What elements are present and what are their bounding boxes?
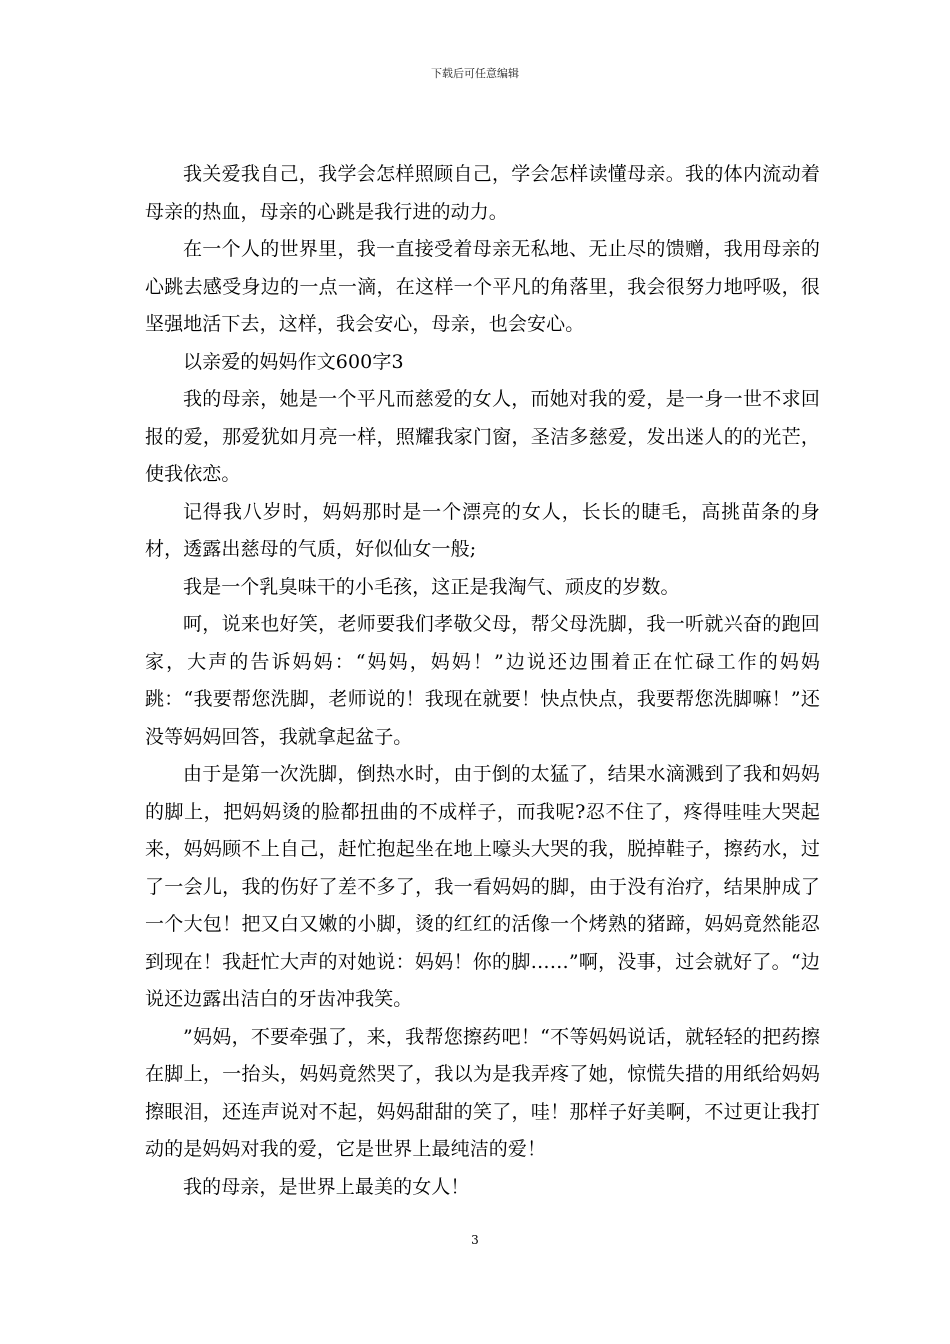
page-number: 3 [471, 1233, 479, 1247]
paragraph: 呵，说来也好笑，老师要我们孝敬父母，帮父母洗脚，我一听就兴奋的跑回家，大声的告诉妈妈：“妈妈，妈妈！”边说还边围着正在忙碌工作的妈妈跳：“我要帮您洗脚，老师说的！我现在就要！快点快点，我要帮您洗脚嘛！”还没等妈妈回答，我就拿起盆子。 [145, 613, 820, 748]
section-heading: 以亲爱的妈妈作文600字3 [183, 350, 404, 373]
paragraph: 记得我八岁时，妈妈那时是一个漂亮的女人，长长的睫毛，高挑苗条的身材，透露出慈母的气质，好似仙女一般; [145, 500, 820, 560]
document-body [145, 156, 820, 1206]
paragraph: 由于是第一次洗脚，倒热水时，由于倒的太猛了，结果水滴溅到了我和妈妈的脚上，把妈妈烫的脸都扭曲的不成样子，而我呢?忍不住了，疼得哇哇大哭起来，妈妈顾不上自己，赶忙抱起坐在地上嚎头大哭的我，脱掉鞋子，擦药水，过了一会儿，我的伤好了差不多了，我一看妈妈的脚，由于没有治疗，结果肿成了一个大包！把又白又嫩的小脚，烫的红红的活像一个烤熟的猪蹄，妈妈竟然能忍到现在！我赶忙大声的对她说：妈妈！你的脚……”啊，没事，过会就好了。“边说还边露出洁白的牙齿冲我笑。 [145, 763, 820, 1010]
paragraph: ”妈妈，不要牵强了，来，我帮您擦药吧！“不等妈妈说话，就轻轻的把药擦在脚上，一抬头，妈妈竟然哭了，我以为是我弄疼了她，惊慌失措的用纸给妈妈擦眼泪，还连声说对不起，妈妈甜甜的笑了，哇！那样子好美啊，不过更让我打动的是妈妈对我的爱，它是世界上最纯洁的爱！ [145, 1025, 820, 1160]
paragraph: 我关爱我自己，我学会怎样照顾自己，学会怎样读懂母亲。我的体内流动着母亲的热血，母亲的心跳是我行进的动力。 [145, 163, 820, 223]
paragraph: 在一个人的世界里，我一直接受着母亲无私地、无止尽的馈赠，我用母亲的心跳去感受身边的一点一滴，在这样一个平凡的角落里，我会很努力地呼吸，很坚强地活下去，这样，我会安心，母亲，也会安心。 [145, 238, 820, 335]
paragraph: 我的母亲，她是一个平凡而慈爱的女人，而她对我的爱，是一身一世不求回报的爱，那爱犹如月亮一样，照耀我家门窗，圣洁多慈爱，发出迷人的的光芒，使我依恋。 [145, 388, 820, 485]
paragraph: 我是一个乳臭味干的小毛孩，这正是我淘气、顽皮的岁数。 [183, 575, 680, 598]
paragraph: 我的母亲，是世界上最美的女人！ [183, 1175, 470, 1198]
page-header: 下载后可任意编辑 [431, 67, 519, 80]
